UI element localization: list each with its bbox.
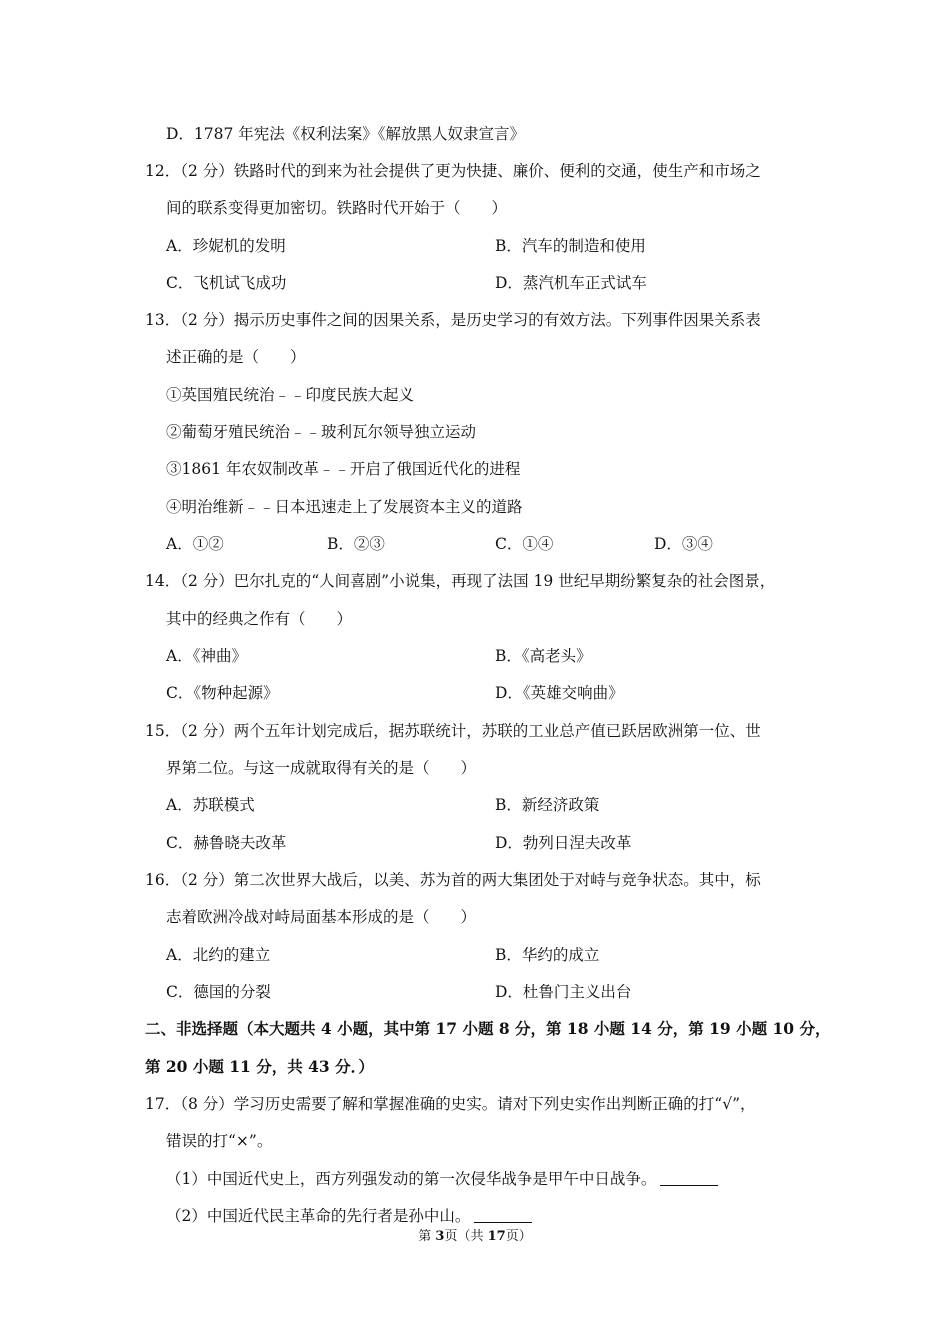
question-17-stem-line-2: 错误的打“×”。	[166, 1132, 273, 1150]
question-12-stem-line-2: 间的联系变得更加密切。铁路时代开始于（ ）	[166, 199, 508, 217]
question-17-stem-line-1: 17．（8 分）学习历史需要了解和掌握准确的史实。请对下列史实作出判断正确的打“√”，	[145, 1095, 756, 1113]
section-2-heading-line-2: 第 20 小题 11 分，共 43 分．）	[145, 1057, 374, 1076]
question-13-statement-2: ②葡萄牙殖民统治﹣﹣玻利瓦尔领导独立运动	[166, 423, 477, 441]
question-13-stem-line-2: 述正确的是（ ）	[166, 348, 306, 366]
question-17-part-1	[166, 1169, 718, 1189]
question-14-option-b: B．《高老头》	[495, 647, 592, 665]
question-13-option-a: A．①②	[166, 535, 224, 553]
answer-blank-1[interactable]	[660, 1171, 718, 1186]
footer-middle: 页（共	[444, 1229, 488, 1244]
question-15-stem-line-1: 15．（2 分）两个五年计划完成后，据苏联统计，苏联的工业总产值已跃居欧洲第一位、世	[145, 722, 761, 740]
question-13-statement-4: ④明治维新﹣﹣日本迅速走上了发展资本主义的道路	[166, 498, 523, 516]
question-16-stem-line-1: 16．（2 分）第二次世界大战后，以美、苏为首的两大集团处于对峙与竞争状态。其中，标	[145, 871, 761, 889]
footer-prefix: 第	[418, 1229, 436, 1244]
question-13-option-d: D．③④	[654, 535, 713, 553]
question-15-option-a: A．苏联模式	[166, 796, 255, 814]
section-2-heading-line-1: 二、非选择题（本大题共 4 小题，其中第 17 小题 8 分，第 18 小题 14 分，第 19 小题 10 分，	[145, 1019, 831, 1038]
question-14-stem-line-1: 14．（2 分）巴尔扎克的“人间喜剧”小说集，再现了法国 19 世纪早期纷繁复杂的社会图景，	[145, 572, 776, 590]
answer-blank-2[interactable]	[474, 1208, 532, 1223]
question-15-option-b: B．新经济政策	[495, 796, 600, 814]
question-12-option-b: B．汽车的制造和使用	[495, 237, 646, 255]
question-13-statement-1: ①英国殖民统治﹣﹣印度民族大起义	[166, 386, 415, 404]
question-14-stem-line-2: 其中的经典之作有（ ）	[166, 610, 353, 628]
question-12-option-c: C．飞机试飞成功	[166, 274, 287, 292]
question-17-part-1-text: （1）中国近代史上，西方列强发动的第一次侵华战争是甲午中日战争。	[166, 1170, 657, 1188]
question-16-option-a: A．北约的建立	[166, 946, 271, 964]
question-14-option-c: C．《物种起源》	[166, 684, 279, 702]
question-16-option-b: B．华约的成立	[495, 946, 600, 964]
question-17-part-2-text: （2）中国近代民主革命的先行者是孙中山。	[166, 1207, 471, 1225]
question-14-option-d: D．《英雄交响曲》	[495, 684, 624, 702]
question-13-stem-line-1: 13．（2 分）揭示历史事件之间的因果关系，是历史学习的有效方法。下列事件因果关系表	[145, 311, 761, 329]
question-16-option-d: D．杜鲁门主义出台	[495, 983, 632, 1001]
footer-page-number: 3	[435, 1229, 445, 1244]
question-15-stem-line-2: 界第二位。与这一成就取得有关的是（ ）	[166, 759, 477, 777]
question-15-option-d: D．勃列日涅夫改革	[495, 834, 632, 852]
question-13-option-c: C．①④	[495, 535, 554, 553]
question-12-stem-line-1: 12．（2 分）铁路时代的到来为社会提供了更为快捷、廉价、便利的交通，使生产和市场之	[145, 162, 761, 180]
question-16-option-c: C．德国的分裂	[166, 983, 271, 1001]
question-12-option-a: A．珍妮机的发明	[166, 237, 286, 255]
question-15-option-c: C．赫鲁晓夫改革	[166, 834, 287, 852]
page-footer	[0, 1228, 950, 1246]
question-13-statement-3: ③1861 年农奴制改革﹣﹣开启了俄国近代化的进程	[166, 460, 521, 478]
footer-suffix: 页）	[505, 1229, 532, 1244]
question-14-option-a: A．《神曲》	[166, 647, 247, 665]
question-17-part-2	[166, 1206, 532, 1226]
question-13-option-b: B．②③	[327, 535, 385, 553]
question-16-stem-line-2: 志着欧洲冷战对峙局面基本形成的是（ ）	[166, 908, 477, 926]
question-11-option-d: D．1787 年宪法《权利法案》《解放黑人奴隶宣言》	[166, 125, 526, 143]
question-12-option-d: D．蒸汽机车正式试车	[495, 274, 647, 292]
footer-total-pages: 17	[487, 1229, 506, 1244]
